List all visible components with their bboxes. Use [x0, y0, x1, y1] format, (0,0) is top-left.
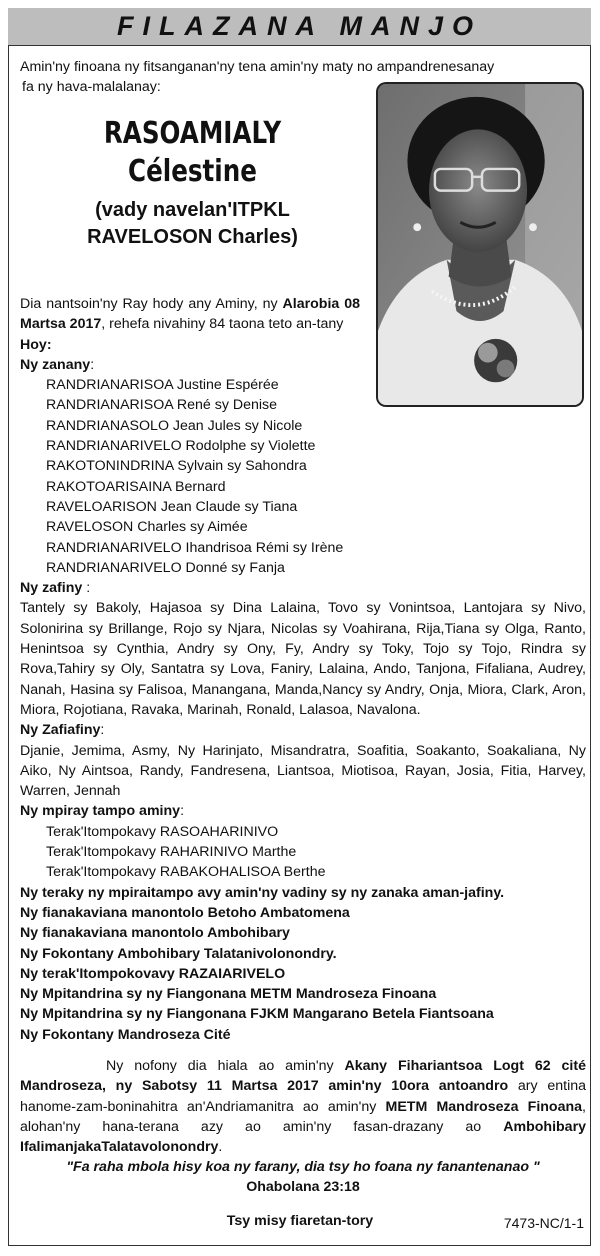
child-item: RANDRIANARISOA Justine Espérée: [46, 377, 279, 394]
family-item: Ny fianakaviana manontolo Betoho Ambatomena: [20, 904, 350, 921]
child-item: RANDRIANARIVELO Donné sy Fanja: [46, 559, 285, 576]
child-item: RANDRIANARIVELO Ihandrisoa Rémi sy Irène: [46, 539, 344, 556]
funeral-details: Ny nofony dia hiala ao amin'ny Akany Fihariantsoa Logt 62 cité Mandroseza, ny Sabotsy 11 Martsa 2017 amin'ny 10ora antoandro ary entina hanome-zam-boninahitra an'Andriamanitra ao amin'ny METM Mandroseza Finoana, alohan'ny hana-terana azy ao amin'ny fasan-drazany ao Ambohibary IfalimanjakaTalatavolonondry.: [20, 1058, 586, 1156]
great-grandchildren-list: Djanie, Jemima, Asmy, Ny Harinjato, Misandratra, Soafitia, Soakanto, Soakaliana, Ny Aiko, Ny Aintsoa, Randy, Fandresena, Liantsoa, Miotisoa, Rayan, Josia, Fitia, Harvey, Warren, Jennah: [20, 742, 586, 800]
family-item: Ny teraky ny mpiraitampo avy amin'ny vadiny sy ny zanaka aman-jafiny.: [20, 884, 505, 901]
child-item: RAVELOSON Charles sy Aimée: [46, 519, 248, 536]
child-item: RAKOTOARISAINA Bernard: [46, 478, 226, 495]
family-item: Ny Mpitandrina sy ny Fiangonana METM Mandroseza Finoana: [20, 986, 437, 1003]
quote-text: "Fa raha mbola hisy koa ny farany, dia tsy ho foana ny fanantenanao ": [66, 1159, 540, 1175]
spouse-line-1: (vady navelan'ITPKL: [95, 199, 290, 221]
spouse-line-2: RAVELOSON Charles): [87, 226, 298, 248]
grandchildren-list: Tantely sy Bakoly, Hajasoa sy Dina Lalaina, Tovo sy Vonintsoa, Lantojara sy Nivo, Solonirina sy Brillange, Rojo sy Njara, Nicolas sy Voahirana, Rija,Tiana sy Olga, Ranto, Henintsoa sy Cynthia, Andry sy Ony, Fy, Andry sy Toky, Tojo sy Tojo, Rindra sy Rova,Tahiry sy Oly, Santatra sy Lova, Faniry, Lalaina, Ando, Tanjona, Fifaliana, Audrey, Nanah, Hasina sy Falisoa, Manangana, Manda,Nancy sy Andry, Onja, Miora, Clark, Aron, Miora, Rojotiana, Ravaka, Marinah, Ronald, Lalasoa, Navalona.: [20, 600, 586, 718]
death-date: Alarobia 08 Martsa 2017: [20, 296, 360, 333]
reference-code: 7473-NC/1-1: [503, 1215, 584, 1231]
hoy-label: Hoy:: [20, 336, 52, 353]
family-item: Ny Fokontany Mandroseza Cité: [20, 1026, 231, 1043]
notice-title: FILAZANA MANJO: [117, 11, 482, 41]
family-item: Ny Fokontany Ambohibary Talatanivolonondry.: [20, 945, 337, 962]
intro-line-1: Amin'ny finoana ny fitsanganan'ny tena amin'ny maty no ampandrenesanay: [20, 59, 495, 75]
intro-line-2: fa ny hava-malalanay:: [22, 79, 161, 96]
child-item: RANDRIANASOLO Jean Jules sy Nicole: [46, 417, 303, 434]
sibling-item: Terak'Itompokavy RAHARINIVO Marthe: [46, 844, 297, 861]
child-item: RANDRIANARISOA René sy Denise: [46, 397, 278, 414]
bible-quote: [20, 1157, 586, 1198]
funeral-burial-place: Ambohibary IfalimanjakaTalatavolonondry: [20, 1118, 586, 1156]
notice-body: [20, 294, 586, 1045]
closing-text: Tsy misy fiaretan-tory: [226, 1213, 374, 1229]
funeral-church: METM Mandroseza Finoana: [385, 1098, 583, 1115]
death-announcement: Dia nantsoin'ny Ray hody any Aminy, ny Alarobia 08 Martsa 2017, rehefa nivahiny 84 taona teto an-tany: [20, 296, 360, 333]
child-item: RANDRIANARIVELO Rodolphe sy Violette: [46, 438, 316, 455]
deceased-surname: RASOAMIALY: [103, 116, 282, 151]
children-label: Ny zanany:: [20, 356, 95, 373]
siblings-label: Ny mpiray tampo aminy:: [20, 803, 185, 820]
family-item: Ny fianakaviana manontolo Ambohibary: [20, 925, 290, 942]
child-item: RAVELOARISON Jean Claude sy Tiana: [46, 498, 298, 515]
sibling-item: Terak'Itompokavy RABAKOHALISOA Berthe: [46, 864, 326, 881]
grandchildren-label: Ny zafiny :: [20, 580, 91, 597]
funeral-location-time: Akany Fihariantsoa Logt 62 cité Mandroseza, ny Sabotsy 11 Martsa 2017 amin'ny 10ora antoandro: [20, 1058, 586, 1095]
family-item: Ny terak'Itompokovavy RAZAIARIVELO: [20, 965, 286, 982]
child-item: RAKOTONINDRINA Sylvain sy Sahondra: [46, 458, 307, 475]
great-grandchildren-label: Ny Zafiafiny:: [20, 722, 105, 739]
deceased-name-block: [20, 115, 365, 251]
quote-source: Ohabolana 23:18: [246, 1179, 360, 1196]
sibling-item: Terak'Itompokavy RASOAHARINIVO: [46, 823, 279, 840]
notice-header: [8, 8, 591, 46]
family-item: Ny Mpitandrina sy ny Fiangonana FJKM Mangarano Betela Fiantsoana: [20, 1006, 494, 1023]
deceased-given-name: Célestine: [128, 154, 257, 189]
